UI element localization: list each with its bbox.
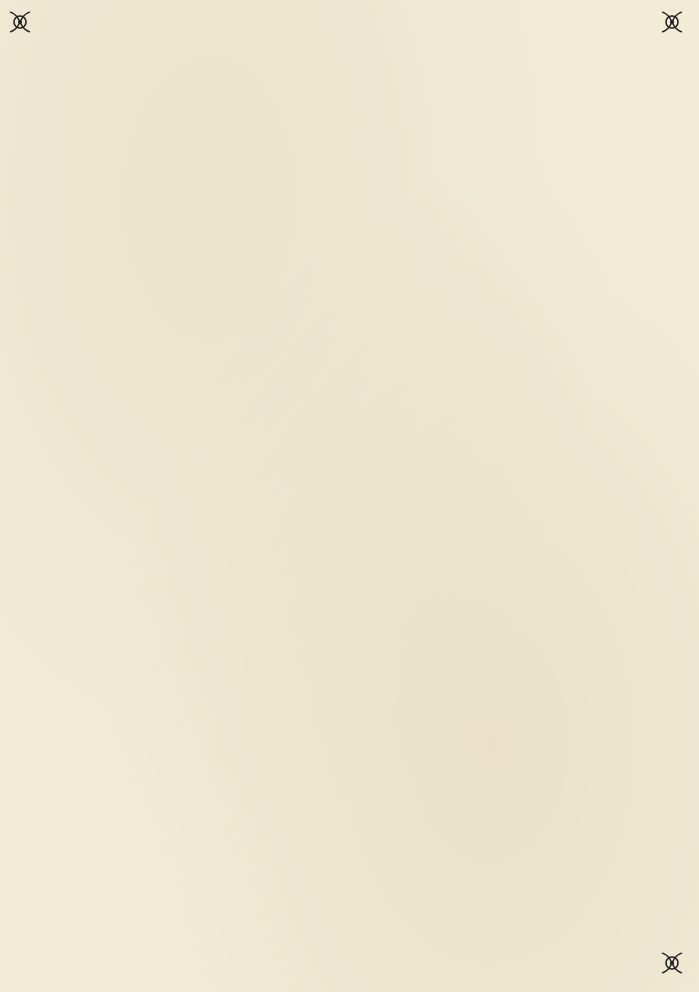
text-body xyxy=(80,90,620,106)
